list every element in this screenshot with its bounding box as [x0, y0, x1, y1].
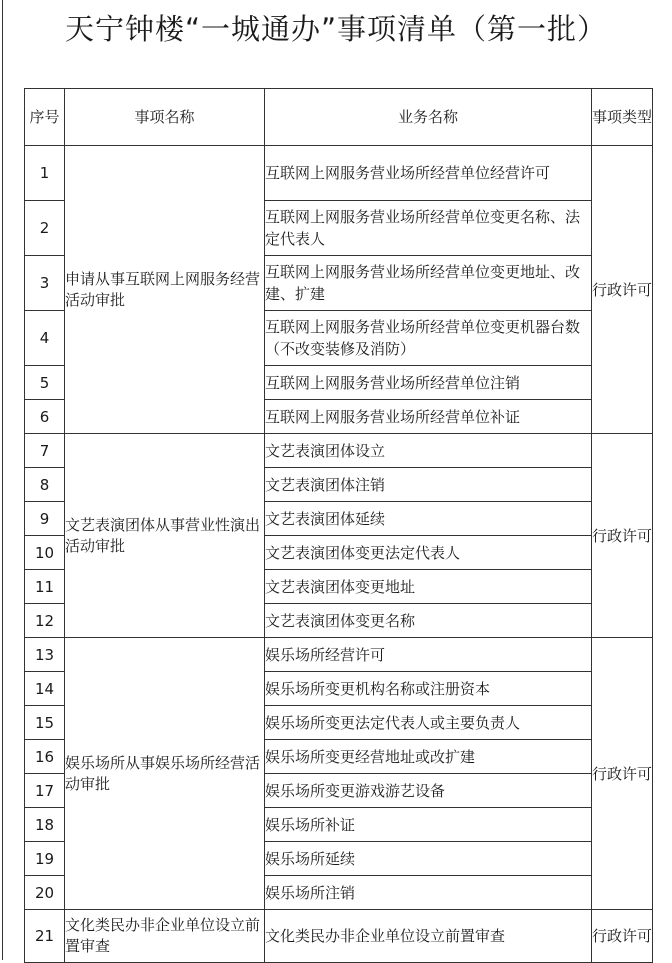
item-type-cell: 行政许可: [592, 146, 653, 434]
item-type-cell: 行政许可: [592, 434, 653, 638]
page-edge: [2, 0, 3, 960]
business-name-cell: 娱乐场所变更游戏游艺设备: [265, 774, 592, 808]
row-seq: 7: [25, 434, 65, 468]
page-title: 天宁钟楼“一城通办”事项清单（第一批）: [64, 12, 608, 46]
row-seq: 19: [25, 842, 65, 876]
item-name-cell: 文艺表演团体从事营业性演出活动审批: [65, 434, 265, 638]
row-seq: 6: [25, 400, 65, 434]
business-name-cell: 文艺表演团体延续: [265, 502, 592, 536]
business-name-cell: 互联网上网服务营业场所经营单位经营许可: [265, 146, 592, 201]
business-name-cell: 娱乐场所经营许可: [265, 638, 592, 672]
business-name-cell: 娱乐场所注销: [265, 876, 592, 910]
business-name-cell: 文化类民办非企业单位设立前置审查: [265, 910, 592, 963]
business-name-cell: 娱乐场所变更机构名称或注册资本: [265, 672, 592, 706]
business-name-cell: 互联网上网服务营业场所经营单位变更机器台数（不改变装修及消防）: [265, 311, 592, 366]
table-row: [25, 434, 653, 468]
row-seq: 8: [25, 468, 65, 502]
item-name-cell: 文化类民办非企业单位设立前置审查: [65, 910, 265, 963]
table-row: [25, 638, 653, 672]
row-seq: 15: [25, 706, 65, 740]
header-seq: 序号: [25, 89, 65, 146]
row-seq: 5: [25, 366, 65, 400]
row-seq: 16: [25, 740, 65, 774]
business-name-cell: 娱乐场所延续: [265, 842, 592, 876]
business-name-cell: 文艺表演团体注销: [265, 468, 592, 502]
row-seq: 10: [25, 536, 65, 570]
item-name-cell: 娱乐场所从事娱乐场所经营活动审批: [65, 638, 265, 910]
header-item-name: 事项名称: [65, 89, 265, 146]
header-business-name: 业务名称: [265, 89, 592, 146]
business-name-cell: 娱乐场所变更经营地址或改扩建: [265, 740, 592, 774]
business-name-cell: 互联网上网服务营业场所经营单位变更地址、改建、扩建: [265, 256, 592, 311]
business-name-cell: 娱乐场所变更法定代表人或主要负责人: [265, 706, 592, 740]
row-seq: 11: [25, 570, 65, 604]
business-name-cell: 互联网上网服务营业场所经营单位补证: [265, 400, 592, 434]
matters-table: [24, 88, 653, 963]
business-name-cell: 文艺表演团体设立: [265, 434, 592, 468]
header-item-type: 事项类型: [592, 89, 653, 146]
item-name-cell: 申请从事互联网上网服务经营活动审批: [65, 146, 265, 434]
item-type-cell: 行政许可: [592, 638, 653, 910]
row-seq: 18: [25, 808, 65, 842]
row-seq: 21: [25, 910, 65, 963]
row-seq: 17: [25, 774, 65, 808]
item-type-cell: 行政许可: [592, 910, 653, 963]
table-row: [25, 910, 653, 963]
row-seq: 13: [25, 638, 65, 672]
business-name-cell: 文艺表演团体变更地址: [265, 570, 592, 604]
business-name-cell: 互联网上网服务营业场所经营单位变更名称、法定代表人: [265, 201, 592, 256]
row-seq: 20: [25, 876, 65, 910]
row-seq: 1: [25, 146, 65, 201]
table-row: [25, 146, 653, 201]
row-seq: 4: [25, 311, 65, 366]
row-seq: 2: [25, 201, 65, 256]
row-seq: 9: [25, 502, 65, 536]
row-seq: 14: [25, 672, 65, 706]
business-name-cell: 娱乐场所补证: [265, 808, 592, 842]
business-name-cell: 互联网上网服务营业场所经营单位注销: [265, 366, 592, 400]
table-header-row: [25, 89, 653, 146]
business-name-cell: 文艺表演团体变更名称: [265, 604, 592, 638]
business-name-cell: 文艺表演团体变更法定代表人: [265, 536, 592, 570]
row-seq: 3: [25, 256, 65, 311]
row-seq: 12: [25, 604, 65, 638]
